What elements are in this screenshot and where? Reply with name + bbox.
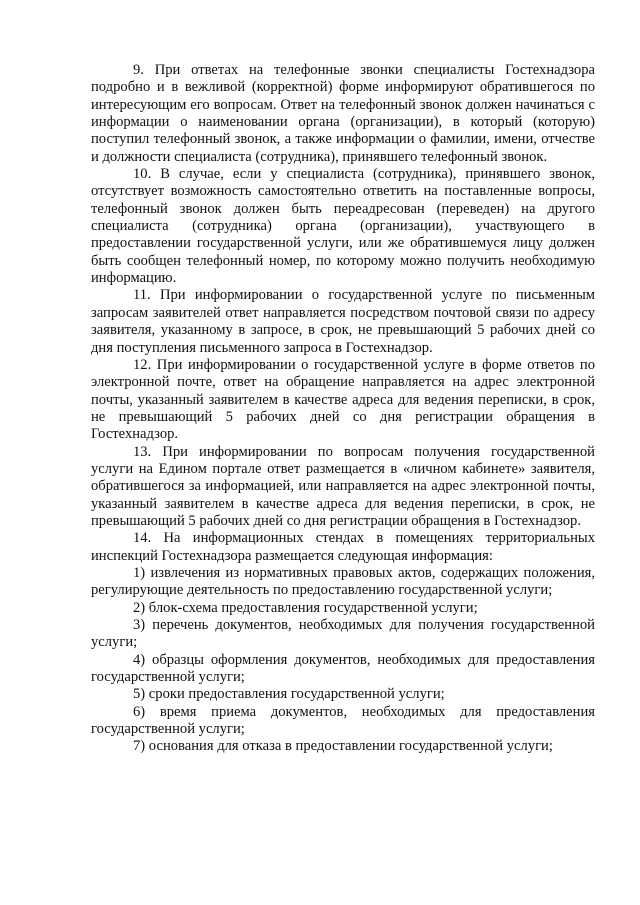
paragraph-12: 12. При информировании о государственной услуге в форме ответов по электронной почте, ответ на обращение направляется на адрес электронной почты, указанный заявителем в качестве адреса для ведения переписки, в срок, не превышающий 5 рабочих дней со дня регистрации обращения в Гостехнадзор. — [91, 356, 595, 443]
list-item-1: 1) извлечения из нормативных правовых актов, содержащих положения, регулирующие деятельность по предоставлению государственной услуги; — [91, 564, 595, 599]
list-item-4: 4) образцы оформления документов, необходимых для предоставления государственной услуги; — [91, 651, 595, 686]
list-item-7: 7) основания для отказа в предоставлении государственной услуги; — [133, 738, 553, 755]
paragraph-9: 9. При ответах на телефонные звонки специалисты Гостехнадзора подробно и в вежливой (корректной) форме информируют обратившегося по интересующим его вопросам. Ответ на телефонный звонок должен начинаться с информации о наименовании органа (организации), в который (которую) поступил телефонный звонок, а также информации о фамилии, имени, отчестве и должности специалиста (сотрудника), принявшего телефонный звонок. — [91, 62, 595, 165]
paragraph-13: 13. При информировании по вопросам получения государственной услуги на Едином портале ответ размещается в «личном кабинете» заявителя, обратившегося за информацией, или направляется на адрес электронной почты, указанный заявителем в качестве адреса для ведения переписки, в срок, не превышающий 5 рабочих дней со дня регистрации обращения в Гостехнадзор. — [91, 443, 595, 529]
document-page — [91, 62, 595, 756]
list-item-6: 6) время приема документов, необходимых для предоставления государственной услуги; — [91, 703, 595, 738]
paragraph-11: 11. При информировании о государственной услуге по письменным запросам заявителей ответ направляется посредством почтовой связи по адресу заявителя, указанному в запросе, в срок, не превышающий 5 рабочих дней со дня поступления письменного запроса в Гостехнадзор. — [91, 287, 595, 356]
paragraph-10: 10. В случае, если у специалиста (сотрудника), принявшего звонок, отсутствует возможность самостоятельно ответить на поставленные вопросы, телефонный звонок должен быть переадресован (переведен) на другого специалиста (сотрудника) органа (организации), участвующего в предоставлении государственной услуги, или же обратившемуся лицу должен быть сообщен телефонный номер, по которому можно получить необходимую информацию. — [91, 166, 595, 287]
list-item-3: 3) перечень документов, необходимых для получения государственной услуги; — [91, 617, 595, 651]
list-item-5: 5) сроки предоставления государственной услуги; — [133, 686, 445, 703]
paragraph-14: 14. На информационных стендах в помещениях территориальных инспекций Гостехнадзора размещается следующая информация: — [91, 530, 595, 564]
list-item-2: 2) блок-схема предоставления государственной услуги; — [133, 599, 478, 616]
